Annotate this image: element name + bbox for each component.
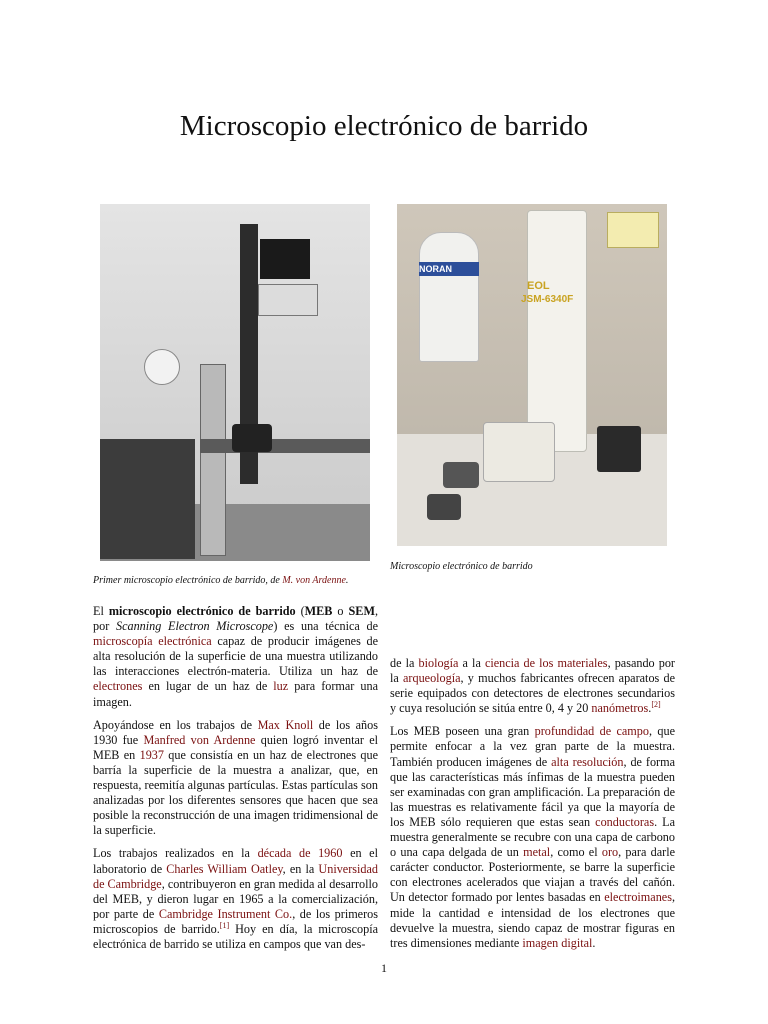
link-ciencia-materiales[interactable]: ciencia de los materiales [484,656,608,670]
figure-modern-sem-photo [397,204,667,546]
text: , pasando por la [390,656,675,686]
reference-1[interactable]: [1] [219,920,230,930]
link-universidad-cambridge[interactable]: Universidad de Cambridge [93,861,378,891]
link-electroimanes[interactable]: electroimanes [604,890,672,905]
text: , mide la cantidad e intensidad de los electrones que devuelve la muestra, siendo capaz de mostrar figuras en tres dimensiones mediante [390,890,675,950]
text: . [648,701,652,716]
caption-1-text-a: Primer microscopio electrónico de barrido, de [93,575,283,586]
text: , como el [550,845,602,860]
link-decada-1960[interactable]: década de 1960 [257,846,343,861]
link-luz[interactable]: luz [273,679,289,694]
text: ) es una técnica de [273,619,378,634]
photo-model-label: JSM-6340F [521,294,574,305]
figure-2-caption: Microscopio electrónico de barrido [390,561,533,572]
term-english: Scanning Electron Microscope [115,619,274,634]
text: que consistía en un haz de electrones que barría la superficie de la muestra a analizar, que, en respuesta, reemitía algunas partículas. Estas partículas son analizadas por los diferentes sensores que hacen que sea posible la reconstrucción de una imagen tridimensional de la superficie. [93,747,378,838]
photo-tank-label: NORAN [419,264,452,274]
link-metal[interactable]: metal [523,845,551,860]
link-manfred-von-ardenne[interactable]: Manfred von Ardenne [143,732,256,747]
photo-knob-1 [443,462,479,488]
page-number: 1 [381,961,387,975]
paragraph-history [93,718,378,839]
link-max-knoll[interactable]: Max Knoll [257,717,314,732]
text: a la [458,656,485,670]
photo-box [260,239,310,279]
term-meb: MEB [304,604,333,618]
caption-1-text-b: . [345,575,349,586]
text: ( [295,604,305,618]
text: para formar una imagen. [93,679,378,709]
photo-sphere [144,349,180,385]
paragraph-properties [390,724,675,950]
text: Los trabajos realizados en la [93,846,258,861]
text: . La muestra generalmente se recubre con una capa de carbono o una capa delgada de un [390,814,676,860]
paragraph-intro [93,604,378,710]
text: quien logró inventar el MEB en [93,732,378,762]
photo-cabinet [200,364,226,556]
text: en el laboratorio de [93,846,378,876]
link-oro[interactable]: oro [601,845,619,860]
link-electrones[interactable]: electrones [93,679,143,694]
text: , para darle carácter conductor. Posteriormente, se barre la superficie con electrones acelerados que viajan a través del cañón. Un detector formado por lentes basadas en [390,845,675,905]
photo-desk [100,439,195,559]
photo-cylinders [258,284,318,316]
text: , contribuyeron en gran medida al desarrollo del MEB, y dieron lugar en 1965 a la comercialización, por parte de [93,876,378,921]
link-profundidad-campo[interactable]: profundidad de campo [534,724,649,739]
link-arqueologia[interactable]: arqueología [403,671,461,686]
text: en lugar de un haz de [142,679,274,694]
figure-1-caption [93,575,348,586]
photo-dewar-tank [419,232,479,362]
reference-2[interactable]: [2] [651,700,661,710]
text: , de forma que las características más ínfimas de la muestra pueden ser examinadas con gran amplificación. La preparación de las muestras es relativamente fácil ya que la mayoría de los MEB sólo requieren que estas sean [390,754,676,829]
photo-electron-column [527,210,587,452]
photo-knob-2 [427,494,461,520]
term-meb-full: microscopio electrónico de barrido [108,604,296,618]
link-charles-william-oatley[interactable]: Charles William Oatley [166,861,283,876]
link-imagen-digital[interactable]: imagen digital [522,935,593,950]
caption-1-link-ardenne[interactable]: M. von Ardenne [282,575,346,586]
term-sem: SEM [348,604,375,618]
text: Hoy en día, la microscopía electrónica de barrido se utiliza en campos que van des- [93,921,378,951]
page-title: Microscopio electrónico de barrido [179,110,589,142]
link-conductoras[interactable]: conductoras [595,814,655,829]
photo-brand-label: EOL [527,280,550,292]
left-column [93,604,378,960]
text: , por [93,604,378,634]
text: , en la [282,861,319,876]
text: , que permite enfocar a la vez gran parte de la muestra. También producen imágenes de [390,724,675,769]
text: , de los primeros microscopios de barrido. [93,906,378,936]
figure-ardenne-microscope-photo [100,204,370,561]
right-column [390,656,675,959]
text: El [93,604,109,618]
photo-note-paper [607,212,659,248]
text: o [332,604,349,618]
text: capaz de producir imágenes de alta resolución de la superficie de una muestra utilizando las interacciones electrón-materia. Utiliza un haz de [93,634,378,679]
photo-drum [232,424,272,452]
link-microscopia-electronica[interactable]: microscopía electrónica [93,634,212,649]
text: , y muchos fabricantes ofrecen aparatos de serie equipados con detectores de electrones secundarios y cuya resolución se sitúa entre 0, 4 y 20 [390,671,675,716]
photo-detector [597,426,641,472]
link-biologia[interactable]: biología [418,656,459,670]
text: . [592,935,596,950]
link-cambridge-instrument[interactable]: Cambridge Instrument Co. [158,906,293,921]
text: Apoyándose en los trabajos de [93,717,258,732]
text: de la [390,656,419,670]
paragraph-development [93,846,378,952]
paragraph-fields [390,656,675,716]
text: de los años 1930 fue [93,717,378,747]
photo-specimen-chamber [483,422,555,482]
link-1937[interactable]: 1937 [139,747,164,762]
link-alta-resolucion[interactable]: alta resolución [551,754,624,769]
link-nanometros[interactable]: nanómetros [591,701,649,716]
photo-bench [200,439,370,453]
text: Los MEB poseen una gran [390,724,535,739]
